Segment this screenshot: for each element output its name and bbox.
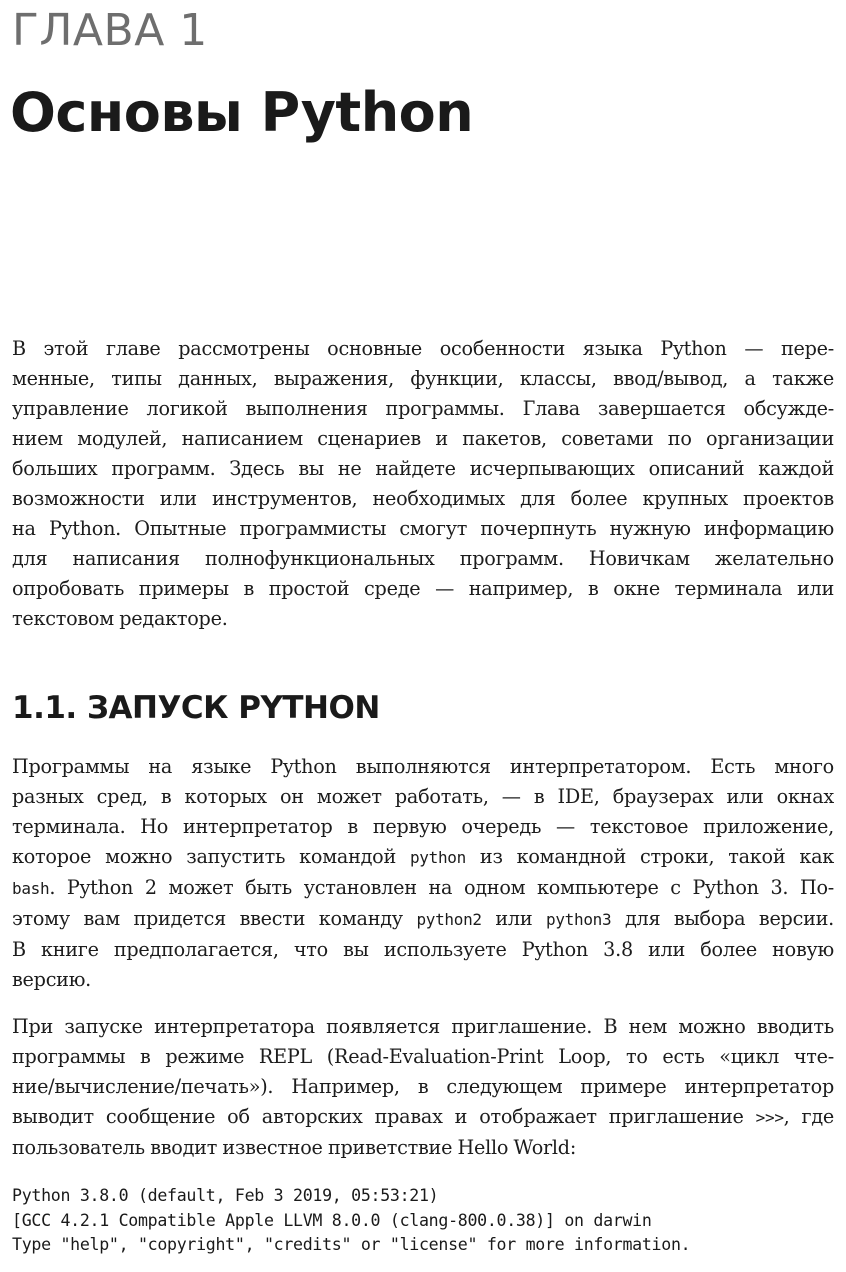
paragraph-line bbox=[12, 873, 834, 904]
code-example bbox=[12, 1184, 690, 1258]
chapter-label: ГЛАВА 1 bbox=[12, 5, 208, 56]
intro-paragraph bbox=[12, 334, 834, 634]
intro-line: В этой главе рассмотрены основные особенности языка Python — пере- bbox=[12, 337, 834, 360]
text-fragment: которое можно запустить командой bbox=[12, 845, 410, 868]
intro-line: опробовать примеры в простой среде — например, в окне терминала или bbox=[12, 577, 834, 600]
paragraph-line: Программы на языке Python выполняются интерпретатором. Есть много bbox=[12, 755, 834, 778]
paragraph-line: В книге предполагается, что вы используете Python 3.8 или более новую bbox=[12, 938, 834, 961]
text-fragment: , где bbox=[783, 1105, 834, 1128]
paragraph-line: ние/вычисление/печать»). Например, в следующем примере интерпретатор bbox=[12, 1075, 834, 1098]
intro-line: больших программ. Здесь вы не найдете исчерпывающих описаний каждой bbox=[12, 457, 834, 480]
section-paragraph-2 bbox=[12, 1012, 834, 1163]
inline-code: python bbox=[409, 848, 466, 867]
code-line: [GCC 4.2.1 Compatible Apple LLVM 8.0.0 (clang-800.0.38)] on darwin bbox=[12, 1210, 652, 1230]
paragraph-line: разных сред, в которых он может работать, — в IDE, браузерах или окнах bbox=[12, 785, 834, 808]
inline-code: >>> bbox=[755, 1108, 784, 1127]
paragraph-line: программы в режиме REPL (Read-Evaluation-Print Loop, то есть «цикл чте- bbox=[12, 1045, 834, 1068]
inline-code: bash bbox=[12, 879, 50, 898]
intro-line: для написания полнофункциональных программ. Новичкам желательно bbox=[12, 547, 834, 570]
text-fragment: выводит сообщение об авторских правах и отображает приглашение bbox=[12, 1105, 756, 1128]
code-line: Python 3.8.0 (default, Feb 3 2019, 05:53:21) bbox=[12, 1186, 439, 1205]
text-fragment: из командной строки, такой как bbox=[465, 845, 834, 868]
section-heading: 1.1. ЗАПУСК PYTHON bbox=[12, 690, 380, 726]
section-paragraph-1 bbox=[12, 752, 834, 995]
code-line: Type "help", "copyright", "credits" or "license" for more information. bbox=[12, 1235, 691, 1254]
paragraph-line: пользователь вводит известное приветствие Hello World: bbox=[12, 1136, 577, 1159]
paragraph-line: терминала. Но интерпретатор в первую очередь — текстовое приложение, bbox=[12, 815, 834, 838]
inline-code: python2 bbox=[416, 910, 482, 929]
intro-line: возможности или инструментов, необходимых для более крупных проектов bbox=[12, 487, 834, 510]
intro-line: нием модулей, написанием сценариев и пакетов, советами по организации bbox=[12, 427, 834, 450]
intro-line: управление логикой выполнения программы. Глава завершается обсужде- bbox=[12, 397, 834, 420]
text-fragment: этому вам придется ввести команду bbox=[12, 907, 417, 930]
text-fragment: . Python 2 может быть установлен на одном компьютере с Python 3. По- bbox=[49, 876, 834, 899]
text-fragment: для выбора версии. bbox=[611, 907, 835, 930]
inline-code: python3 bbox=[546, 910, 612, 929]
intro-line: менные, типы данных, выражения, функции, классы, ввод/вывод, а также bbox=[12, 367, 834, 390]
intro-line: текстовом редакторе. bbox=[12, 607, 228, 630]
paragraph-line bbox=[12, 842, 834, 873]
paragraph-line: версию. bbox=[12, 968, 92, 991]
paragraph-line: При запуске интерпретатора появляется приглашение. В нем можно вводить bbox=[12, 1015, 834, 1038]
paragraph-line bbox=[12, 1102, 834, 1133]
text-fragment: или bbox=[481, 907, 546, 930]
intro-line: на Python. Опытные программисты смогут почерпнуть нужную информацию bbox=[12, 517, 834, 540]
chapter-title: Основы Python bbox=[10, 81, 474, 144]
paragraph-line bbox=[12, 904, 834, 935]
